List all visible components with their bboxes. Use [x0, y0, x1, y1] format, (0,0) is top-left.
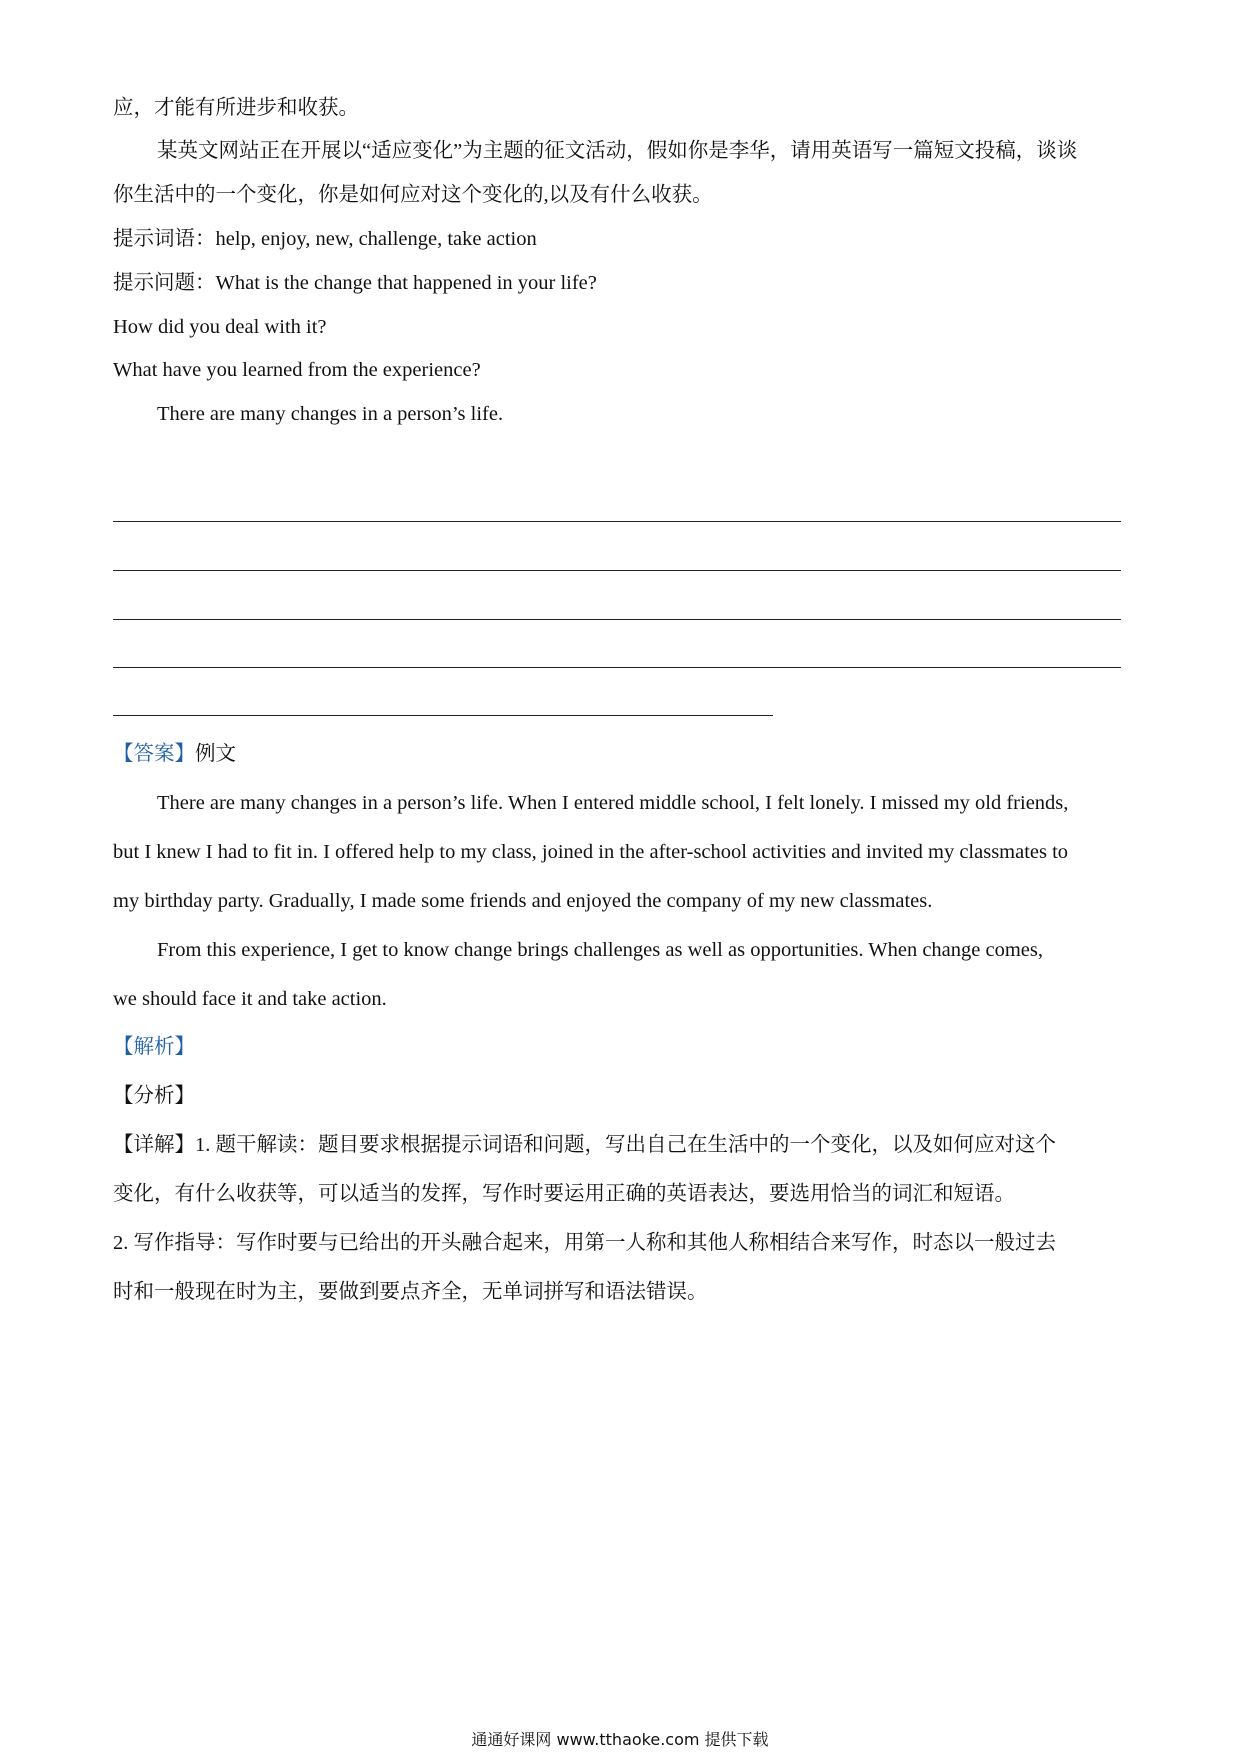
writing-rule-1: [113, 521, 1121, 522]
analysis-detail-1-line-2: 变化，有什么收获等，可以适当的发挥，写作时要运用正确的英语表达，要选用恰当的词汇和短语。: [113, 1183, 1015, 1205]
analysis-fenxi-tag: 【分析】: [113, 1085, 195, 1107]
answer-p1-line-3: my birthday party. Gradually, I made some friends and enjoyed the company of my new classmates.: [113, 890, 933, 912]
hint-words-text: help, enjoy, new, challenge, take action: [215, 228, 537, 250]
hint-words-label: 提示词语：: [113, 228, 216, 250]
intro-line-3: 你生活中的一个变化，你是如何应对这个变化的,以及有什么收获。: [113, 184, 713, 206]
hint-questions: [113, 269, 597, 297]
analysis-xiangjie-tag: 【详解】: [113, 1134, 195, 1156]
analysis-detail-2-line-1: 2. 写作指导：写作时要与已给出的开头融合起来，用第一人称和其他人称相结合来写作，时态以一般过去: [113, 1232, 1056, 1254]
essay-opening: There are many changes in a person’s life.: [157, 403, 504, 425]
analysis-detail-1: [113, 1131, 1056, 1159]
page-footer: 通通好课网 www.tthaoke.com 提供下载: [471, 1730, 769, 1749]
hint-question-3: What have you learned from the experience?: [113, 359, 481, 381]
hint-questions-label: 提示问题：: [113, 272, 216, 294]
answer-heading: [113, 740, 236, 768]
answer-label: 例文: [195, 743, 236, 765]
analysis-detail-2-line-2: 时和一般现在时为主，要做到要点齐全，无单词拼写和语法错误。: [113, 1281, 708, 1303]
answer-tag: 【答案】: [113, 743, 195, 765]
writing-rule-3: [113, 619, 1121, 620]
answer-p1-line-2: but I knew I had to fit in. I offered help to my class, joined in the after-school activities and invited my classmates to: [113, 841, 1069, 863]
intro-line-1: 应，才能有所进步和收获。: [113, 97, 359, 119]
answer-p2-line-1: From this experience, I get to know change brings challenges as well as opportunities. When change comes,: [157, 939, 1043, 961]
hint-question-2: How did you deal with it?: [113, 316, 327, 338]
writing-rule-5: [113, 715, 773, 716]
answer-p2-line-2: we should face it and take action.: [113, 988, 387, 1010]
hint-question-1: What is the change that happened in your life?: [215, 272, 597, 294]
answer-p1-line-1: There are many changes in a person’s life. When I entered middle school, I felt lonely. I missed my old friends,: [157, 792, 1069, 814]
writing-rule-4: [113, 667, 1121, 668]
analysis-detail-1-line-1: 1. 题干解读：题目要求根据提示词语和问题，写出自己在生活中的一个变化，以及如何应对这个: [195, 1134, 1056, 1156]
analysis-jiexi-tag: 【解析】: [113, 1036, 195, 1058]
writing-rule-2: [113, 570, 1121, 571]
hint-words: [113, 225, 537, 253]
intro-line-2: 某英文网站正在开展以“适应变化”为主题的征文活动，假如你是李华，请用英语写一篇短文投稿，谈谈: [157, 140, 1078, 162]
